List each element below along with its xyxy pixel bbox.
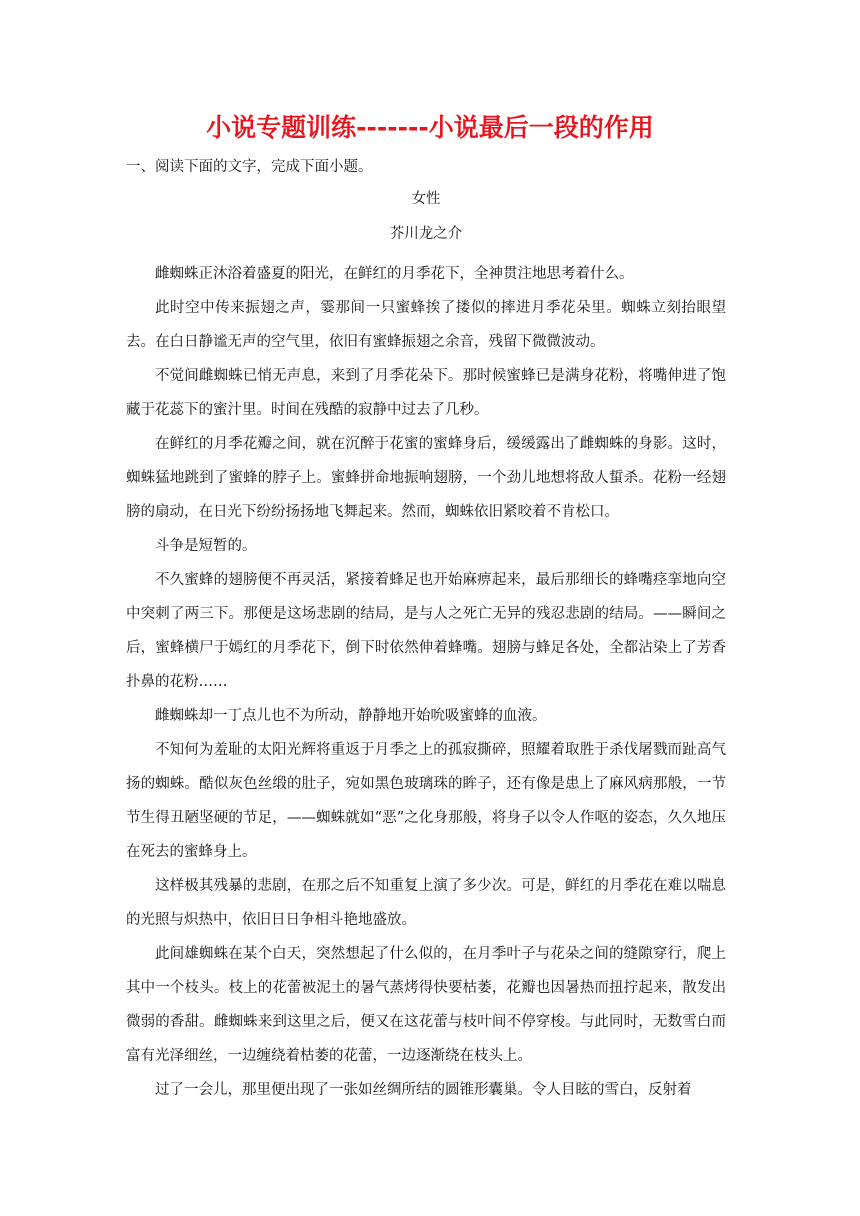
paragraph: 雌蜘蛛正沐浴着盛夏的阳光，在鲜红的月季花下，全神贯注地思考着什么。	[155, 266, 634, 282]
paragraph: 在鲜红的月季花瓣之间，就在沉醉于花蜜的蜜蜂身后，缓缓露出了雌蜘蛛的身影。这时，蜘蛛猛地跳到了蜜蜂的脖子上。蜜蜂拼命地振响翅膀，一个劲儿地想将敌人蜇杀。花粉一经翅膀的扇动，在日光下纷纷扬扬地飞舞起来。然而，蜘蛛依旧紧咬着不肯松口。	[126, 436, 726, 520]
paragraph: 斗争是短暂的。	[155, 538, 257, 554]
paragraph: 这样极其残暴的悲剧，在那之后不知重复上演了多少次。可是，鲜红的月季花在难以喘息的光照与炽热中，依旧日日争相斗艳地盛放。	[126, 878, 726, 928]
paragraph: 此时空中传来振翅之声，霎那间一只蜜蜂挨了搂似的摔进月季花朵里。蜘蛛立刻抬眼望去。在白日静谧无声的空气里，依旧有蜜蜂振翅之余音，残留下微微波动。	[126, 300, 726, 350]
paragraph: 不觉间雌蜘蛛已悄无声息，来到了月季花朵下。那时候蜜蜂已是满身花粉，将嘴伸进了饱藏于花蕊下的蜜汁里。时间在残酷的寂静中过去了几秒。	[126, 368, 726, 418]
document-title: 小说专题训练-------小说最后一段的作用	[206, 113, 654, 142]
paragraph: 不久蜜蜂的翅膀便不再灵活，紧接着蜂足也开始麻痹起来，最后那细长的蜂嘴痉挛地向空中突刺了两三下。那便是这场悲剧的结局，是与人之死亡无异的残忍悲剧的结局。——瞬间之后，蜜蜂横尸于嫣红的月季花下，倒下时依然伸着蜂嘴。翅膀与蜂足各处，全都沾染上了芳香扑鼻的花粉……	[126, 572, 726, 690]
paragraph: 过了一会儿，那里便出现了一张如丝绸所结的圆锥形囊巢。令人目眩的雪白，反射着	[155, 1082, 692, 1098]
paragraph: 不知何为羞耻的太阳光辉将重返于月季之上的孤寂撕碎，照耀着取胜于杀伐屠戮而趾高气扬的蜘蛛。酷似灰色丝缎的肚子，宛如黑色玻璃珠的眸子，还有像是患上了麻风病那般，一节节生得丑陋坚硬的节足，——蜘蛛就如“恶”之化身那般，将身子以令人作呕的姿态，久久地压在死去的蜜蜂身上。	[126, 742, 726, 860]
paragraph: 雌蜘蛛却一丁点儿也不为所动，静静地开始吮吸蜜蜂的血液。	[155, 708, 547, 724]
paragraph: 此间雄蜘蛛在某个白天，突然想起了什么似的，在月季叶子与花朵之间的缝隙穿行，爬上其中一个枝头。枝上的花蕾被泥土的暑气蒸烤得快要枯萎，花瓣也因暑热而扭拧起来，散发出微弱的香甜。雌蜘蛛来到这里之后，便又在这花蕾与枝叶间不停穿梭。与此同时，无数雪白而富有光泽细丝，一边缠绕着枯萎的花蕾，一边逐渐绕在枝头上。	[126, 946, 726, 1064]
section-heading: 一、阅读下面的文字，完成下面小题。	[126, 159, 373, 175]
story-author: 芥川龙之介	[389, 226, 463, 242]
story-body	[126, 257, 726, 1107]
story-title: 女性	[411, 191, 441, 207]
